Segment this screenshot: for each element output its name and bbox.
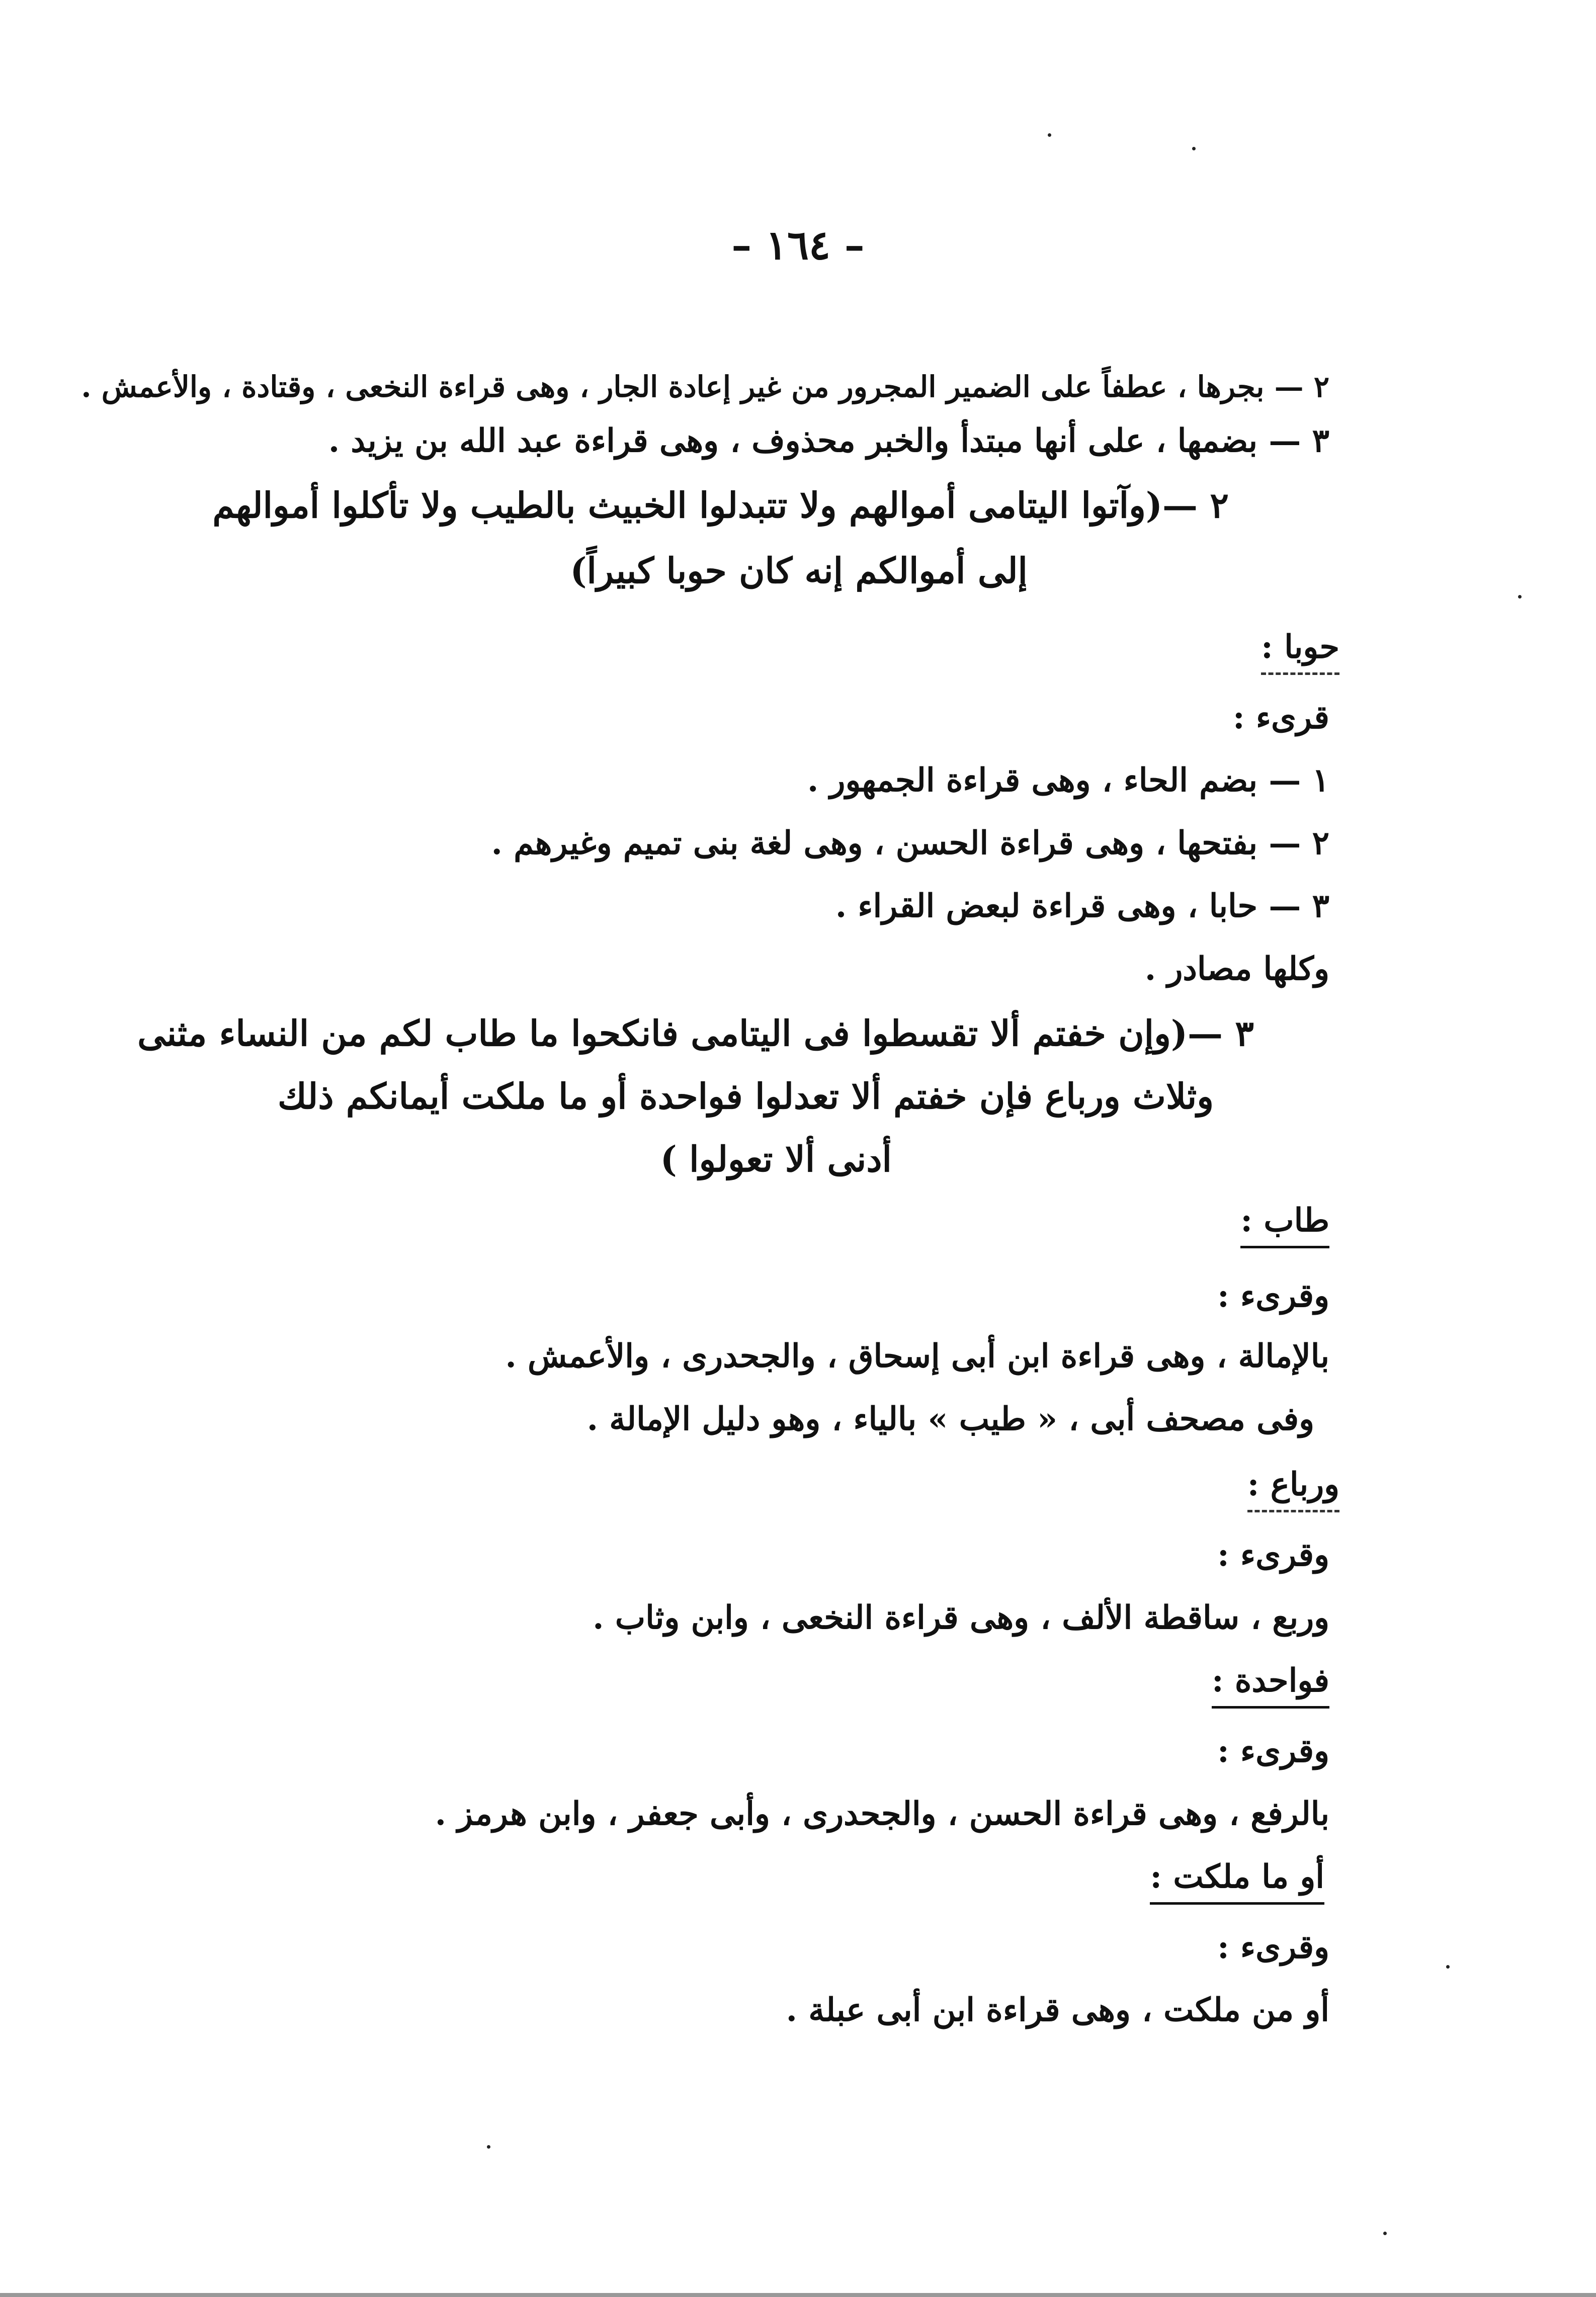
word-heading-mamalakat: أو ما ملكت :: [1150, 1861, 1324, 1905]
reading-line: ٢ — بجرها ، عطفاً على الضمير المجرور من غير إعادة الجار ، وهى قراءة النخعى ، وقتادة ، والأعمش .: [81, 370, 1329, 404]
scan-speck: [1048, 133, 1051, 137]
scan-speck: [1192, 147, 1196, 150]
verse-line: أدنى ألا تعولوا ): [660, 1138, 892, 1180]
reading-line: وفى مصحف أبى ، « طيب » بالياء ، وهو دليل الإمالة .: [586, 1400, 1314, 1438]
scan-speck: [1518, 595, 1522, 599]
qura-label: وقرىء :: [1217, 1732, 1329, 1770]
reading-line: ٣ — بضمها ، على أنها مبتدأ والخبر محذوف ، وهى قراءة عبد الله بن يزيد .: [328, 422, 1329, 460]
scan-edge: [0, 2293, 1596, 2297]
note-line: وكلها مصادر .: [1144, 950, 1329, 988]
word-heading-rubaa: ورباع :: [1247, 1469, 1339, 1512]
reading-line: ١ — بضم الحاء ، وهى قراءة الجمهور .: [807, 761, 1329, 799]
page-number: – ١٦٤ –: [731, 221, 865, 269]
reading-line: بالرفع ، وهى قراءة الحسن ، والجحدرى ، وأبى جعفر ، وابن هرمز .: [435, 1795, 1329, 1833]
verse-line: ٣ —(وإن خفتم ألا تقسطوا فى اليتامى فانكحوا ما طاب لكم من النساء مثنى: [137, 1012, 1254, 1054]
reading-line: وربع ، ساقطة الألف ، وهى قراءة النخعى ، وابن وثاب .: [593, 1599, 1329, 1637]
scan-speck: [1446, 1965, 1450, 1969]
word-heading-taba: طاب :: [1240, 1205, 1329, 1248]
word-heading-huba: حوبا :: [1261, 631, 1339, 675]
reading-line: ٢ — بفتحها ، وهى قراءة الحسن ، وهى لغة بنى تميم وغيرهم .: [491, 824, 1329, 862]
scan-speck: [1383, 2232, 1387, 2235]
scan-speck: [487, 2145, 490, 2149]
reading-line: بالإمالة ، وهى قراءة ابن أبى إسحاق ، والجحدرى ، والأعمش .: [505, 1337, 1329, 1375]
verse-line: ٢ —(وآتوا اليتامى أموالهم ولا تتبدلوا الخبيث بالطيب ولا تأكلوا أموالهم: [212, 484, 1229, 526]
word-heading-fawahida: فواحدة :: [1212, 1665, 1329, 1709]
reading-line: ٣ — حابا ، وهى قراءة لبعض القراء .: [835, 887, 1329, 925]
reading-line: أو من ملكت ، وهى قراءة ابن أبى عبلة .: [786, 1991, 1329, 2029]
verse-line: وثلاث ورباع فإن خفتم ألا تعدلوا فواحدة أو ما ملكت أيمانكم ذلك: [278, 1075, 1214, 1117]
verse-line: إلى أموالكم إنه كان حوبا كبيراً): [570, 550, 1028, 591]
qura-label: وقرىء :: [1217, 1536, 1329, 1574]
qura-label: وقرىء :: [1217, 1928, 1329, 1966]
qura-label: قرىء :: [1233, 699, 1329, 736]
qura-label: وقرىء :: [1217, 1277, 1329, 1315]
